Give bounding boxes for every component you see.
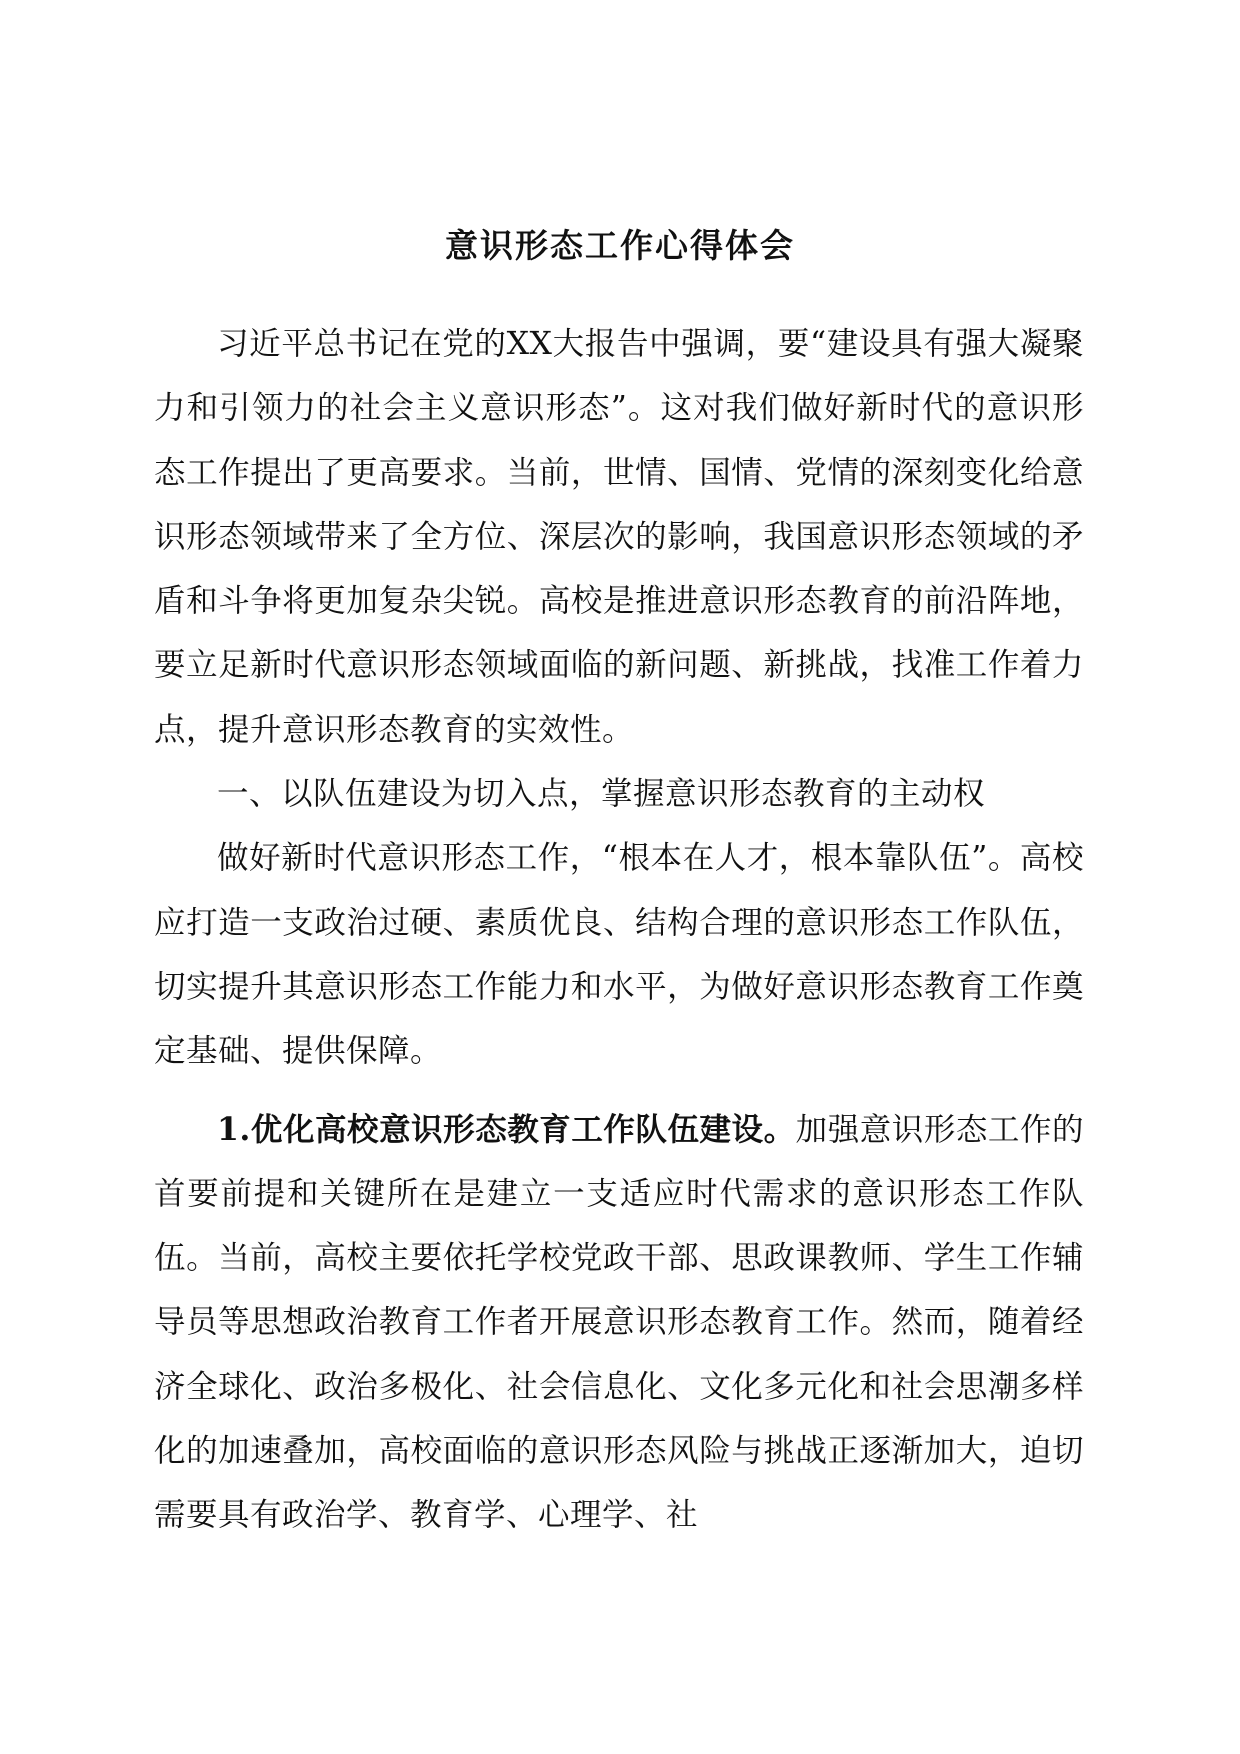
- point-1-lead: 1.优化高校意识形态教育工作队伍建设。: [217, 1110, 796, 1148]
- document-body: [154, 312, 1084, 1548]
- section-heading-1: 一、以队伍建设为切入点，掌握意识形态教育的主动权: [217, 776, 986, 813]
- paragraph-team-building: 做好新时代意识形态工作，“根本在人才，根本靠队伍”。高校应打造一支政治过硬、素质优良、结构合理的意识形态工作队伍，切实提升其意识形态工作能力和水平，为做好意识形态教育工作奠定基础、提供保障。: [154, 840, 1084, 1070]
- paragraph-intro: 习近平总书记在党的XX大报告中强调，要“建设具有强大凝聚力和引领力的社会主义意识形态”。这对我们做好新时代的意识形态工作提出了更高要求。当前，世情、国情、党情的深刻变化给意识形态领域带来了全方位、深层次的影响，我国意识形态领域的矛盾和斗争将更加复杂尖锐。高校是推进意识形态教育的前沿阵地，要立足新时代意识形态领域面临的新问题、新挑战，找准工作着力点，提升意识形态教育的实效性。: [154, 326, 1084, 748]
- paragraph-point-1: [154, 1098, 1084, 1548]
- point-1-text: 加强意识形态工作的首要前提和关键所在是建立一支适应时代需求的意识形态工作队伍。当前，高校主要依托学校党政干部、思政课教师、学生工作辅导员等思想政治教育工作者开展意识形态教育工作。然而，随着经济全球化、政治多极化、社会信息化、文化多元化和社会思潮多样化的加速叠加，高校面临的意识形态风险与挑战正逐渐加大，迫切需要具有政治学、教育学、心理学、社: [154, 1111, 1084, 1534]
- document-title: 意识形态工作心得体会: [445, 226, 795, 265]
